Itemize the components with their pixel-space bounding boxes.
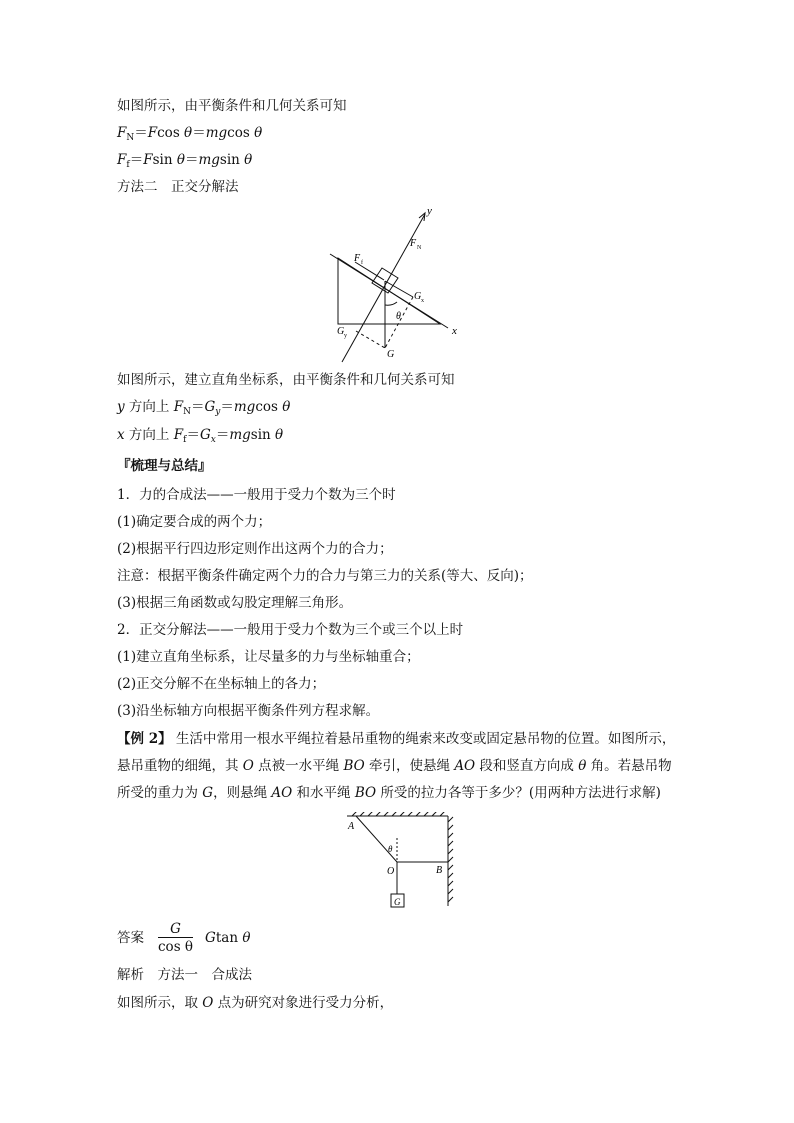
summary-p2-2: (2)正交分解不在坐标轴上的各力； — [117, 676, 326, 692]
eq1-lhs: F — [117, 125, 127, 141]
example-l2-d: 段和竖直方向成 — [475, 758, 579, 774]
example-line-3 — [117, 783, 661, 803]
eq1-t2: mg — [205, 125, 228, 141]
rope-ao — [356, 816, 397, 862]
example-l3-g: G — [202, 785, 214, 801]
example-l2-a: 悬吊重物的细绳，其 — [117, 758, 243, 774]
summary-p2-3: (3)沿坐标轴方向根据平衡条件列方程求解。 — [117, 703, 380, 719]
eq1-eq: ＝ — [134, 125, 148, 141]
y-dir-theta: θ — [282, 399, 291, 415]
answer-second-rest: tan — [215, 930, 243, 946]
analysis-b: 点为研究对象进行受力分析， — [213, 995, 394, 1011]
x-dir-text: 方向上 — [124, 427, 174, 443]
eq1-t1: F — [147, 125, 158, 141]
example-l2-ao: AO — [454, 758, 476, 774]
y-dir-eq: ＝ — [190, 399, 205, 415]
y-dir-text: 方向上 — [124, 399, 174, 415]
example-line-1 — [117, 729, 675, 749]
answer-label: 答案 — [117, 930, 144, 946]
label-theta-2: θ — [388, 844, 393, 854]
y-dir-g-sub: y — [215, 407, 221, 417]
y-dir-mg: mg — [233, 399, 256, 415]
label-ff-sub: f — [361, 260, 363, 266]
eq2-t2: mg — [198, 152, 220, 168]
eq2-t2b: sin — [219, 152, 245, 168]
label-x: x — [452, 325, 457, 337]
label-fn-sub: N — [417, 245, 422, 251]
equation-ff — [117, 150, 252, 175]
answer-line — [117, 920, 250, 956]
answer-second-theta: θ — [242, 930, 251, 946]
label-g: G — [387, 349, 395, 360]
example-l2-b: 点被一水平绳 — [253, 758, 344, 774]
label-y: y — [427, 205, 432, 217]
y-dir-rest: cos — [255, 399, 283, 415]
y-dir-g: G — [204, 399, 216, 415]
label-gy-sub: y — [344, 333, 347, 339]
eq2-t1: F — [143, 152, 153, 168]
label-fn: F — [410, 238, 417, 249]
hanging-weight-diagram — [340, 812, 460, 912]
y-axis-line — [342, 214, 425, 362]
label-b: B — [436, 865, 443, 876]
eq2-lhs-sub: f — [126, 160, 130, 170]
equation-fn — [117, 123, 262, 148]
eq1-theta2: θ — [254, 125, 263, 141]
x-dir-mg: mg — [229, 427, 251, 443]
eq2-eq2: ＝ — [184, 152, 199, 168]
analysis-line — [117, 993, 393, 1013]
eq2-theta1: θ — [176, 152, 185, 168]
eq1-eq2: ＝ — [192, 125, 206, 141]
example-l2-e: 角。若悬吊物 — [586, 758, 672, 774]
summary-p2: 2．正交分解法——一般用于受力个数为三个或三个以上时 — [117, 622, 464, 638]
answer-numerator: G — [158, 921, 193, 938]
label-g-2: G — [394, 897, 401, 907]
analysis-a: 如图所示，取 — [117, 995, 203, 1011]
theta-arc — [385, 302, 397, 305]
summary-heading: 『梳理与总结』 — [117, 458, 212, 474]
eq2-eq: ＝ — [129, 152, 144, 168]
example-l2-theta: θ — [578, 758, 587, 774]
label-ff: F — [354, 253, 361, 264]
x-dir-eq: ＝ — [186, 427, 200, 443]
example-l3-c: 和水平绳 — [292, 785, 355, 801]
summary-p1-3: (3)根据三角函数或勾股定理解三角形。 — [117, 595, 353, 611]
example-l2-bo: BO — [343, 758, 365, 774]
label-o: O — [387, 866, 395, 877]
summary-p1-1: (1)确定要合成的两个力； — [117, 514, 272, 530]
eq2-t1b: sin — [152, 152, 177, 168]
label-gx: G — [414, 291, 422, 302]
label-a: A — [348, 821, 355, 832]
answer-fraction — [158, 921, 193, 956]
y-dir-f: F — [173, 399, 184, 415]
example-l1: 生活中常用一根水平绳拉着悬吊重物的绳索来改变或固定悬吊物的位置。如图所示， — [171, 731, 676, 747]
example-l2-c: 牵引，使悬绳 — [364, 758, 455, 774]
x-dir-f: F — [173, 427, 184, 443]
incline-diagram — [320, 200, 480, 365]
x-dir-f-sub: f — [183, 435, 187, 445]
summary-p2-1: (1)建立直角坐标系，让尽量多的力与坐标轴重合； — [117, 649, 420, 665]
eq1-theta1: θ — [184, 125, 193, 141]
eq1-lhs-sub: N — [126, 133, 135, 143]
summary-p1-note: 注意：根据平衡条件确定两个力的合力与第三力的关系(等大、反向)； — [117, 568, 533, 584]
example-l3-bo: BO — [354, 785, 377, 801]
example-l3-d: 所受的拉力各等于多少？(用两种方法进行求解) — [376, 785, 661, 801]
summary-p1-2: (2)根据平行四边形定则作出这两个力的合力； — [117, 541, 393, 557]
x-dir-theta: θ — [275, 427, 284, 443]
eq1-t2b: cos — [227, 125, 255, 141]
example-l3-ao: AO — [271, 785, 293, 801]
wall-hatching — [352, 812, 453, 902]
example-l3-b: ，则悬绳 — [213, 785, 272, 801]
y-dir-f-sub: N — [183, 407, 191, 417]
analysis-o: O — [202, 995, 214, 1011]
label-gx-sub: x — [421, 298, 424, 304]
x-direction-equation — [117, 425, 283, 450]
label-theta: θ — [396, 311, 401, 322]
x-dir-g-sub: x — [210, 435, 216, 445]
method1-intro: 如图所示，由平衡条件和几何关系可知 — [117, 98, 347, 114]
x-dir-eq2: ＝ — [215, 427, 230, 443]
y-direction-equation — [117, 397, 290, 422]
y-axis-name: y — [117, 399, 125, 415]
method2-intro: 如图所示，建立直角坐标系，由平衡条件和几何关系可知 — [117, 372, 455, 388]
x-axis-name: x — [117, 427, 125, 443]
x-dir-rest: sin — [250, 427, 275, 443]
answer-denominator: cos θ — [158, 939, 194, 955]
eq2-lhs: F — [117, 152, 127, 168]
dashed-line-2 — [356, 331, 385, 348]
analysis-title: 解析 方法一 合成法 — [117, 967, 252, 983]
eq2-theta2: θ — [244, 152, 253, 168]
eq1-t1b: cos — [157, 125, 185, 141]
method2-title: 方法二 正交分解法 — [117, 179, 239, 195]
example-line-2 — [117, 756, 672, 776]
example-l3-a: 所受的重力为 — [117, 785, 203, 801]
answer-second-g: G — [205, 930, 216, 946]
y-dir-eq2: ＝ — [220, 399, 234, 415]
example-l2-o: O — [242, 758, 254, 774]
example-tag: 【例 2】 — [117, 731, 172, 747]
gx-line — [385, 281, 413, 297]
x-dir-g: G — [199, 427, 211, 443]
summary-p1: 1．力的合成法——一般用于受力个数为三个时 — [117, 487, 396, 503]
label-gy: G — [337, 326, 345, 337]
